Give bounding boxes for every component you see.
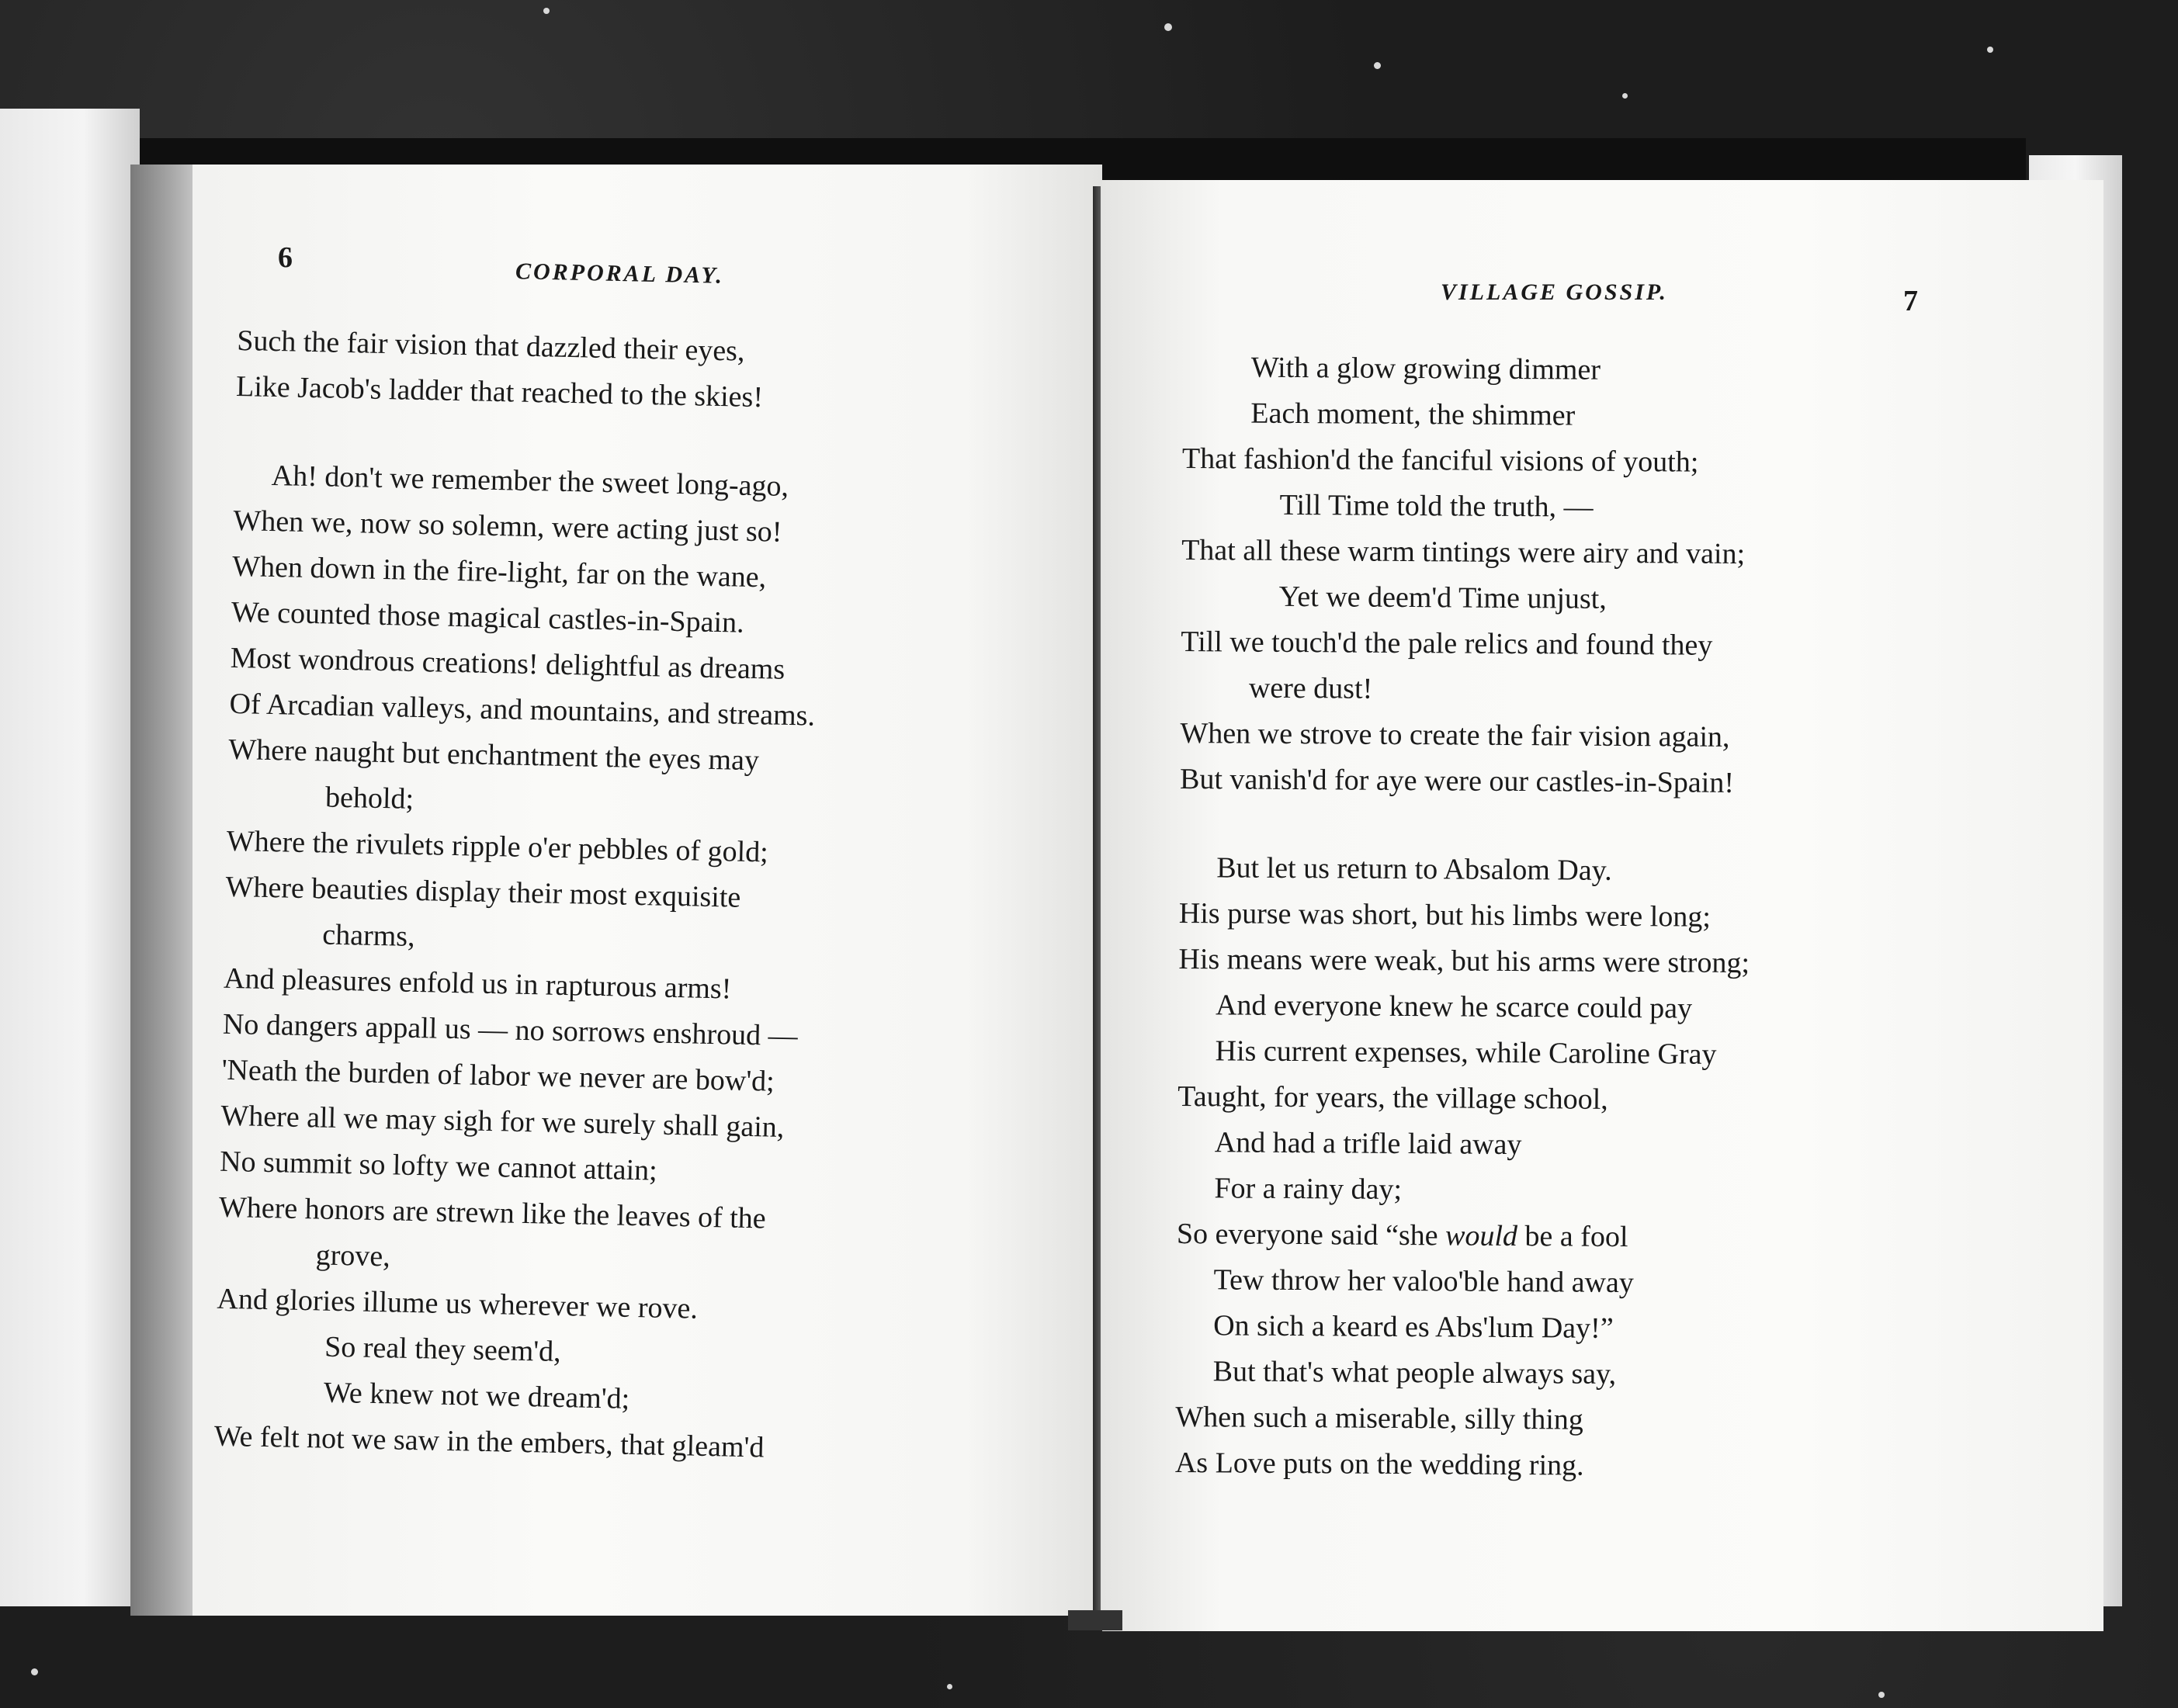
previous-page-edge [0,109,140,1606]
verse-line: His current expenses, while Caroline Gray [1215,1034,1717,1071]
verse-line: On sich a keard es Abs'lum Day!” [1213,1309,1614,1345]
verse-line: Where honors are strewn like the leaves of the [218,1190,767,1235]
verse-line: Ah! don't we remember the sweet long-ago, [271,459,789,503]
right-page-verse [1175,345,1754,1490]
verse-line: His means were weak, but his arms were strong; [1178,942,1750,980]
verse-emphasis: would [1444,1219,1518,1253]
verse-line: We felt not we saw in the embers, that gleam'd [213,1419,765,1464]
verse-line: His purse was short, but his limbs were long; [1178,896,1712,934]
film-speck [543,8,550,14]
running-head-left: CORPORAL DAY. [515,258,725,289]
verse-line: And glories illume us wherever we rove. [217,1282,699,1325]
verse-line: Of Arcadian valleys, and mountains, and streams. [229,687,816,733]
verse-line: When down in the fire-light, far on the wane, [231,549,767,594]
verse-line: When such a miserable, silly thing [1175,1400,1584,1436]
verse-line: Tew throw her valoo'ble hand away [1213,1263,1635,1300]
verse-line: And pleasures enfold us in rapturous arms! [223,961,732,1006]
verse-line: Where beauties display their most exquisite [225,870,741,914]
film-speck [1622,93,1628,99]
verse-line: Most wondrous creations! delightful as dreams [230,641,786,686]
film-speck [1374,62,1381,69]
verse-line: No summit so lofty we cannot attain; [219,1145,658,1187]
running-head-right: VILLAGE GOSSIP. [1441,279,1668,305]
film-speck [1878,1692,1885,1698]
verse-line: As Love puts on the wedding ring. [1174,1446,1584,1482]
verse-line: Like Jacob's ladder that reached to the skies! [235,369,764,414]
verse-line: behold; [324,781,414,816]
verse-line: Yet we deem'd Time unjust, [1278,580,1607,615]
verse-text: be a fool [1524,1220,1628,1254]
verse-text: Where naught but enchantment the eyes may [227,733,760,778]
verse-text: So everyone said “she [1176,1217,1438,1252]
verse-line: When we, now so solemn, were acting just so! [233,504,782,549]
verse-line: And everyone knew he scarce could pay [1215,989,1693,1025]
page-number-right: 7 [1903,285,1918,317]
verse-line: Where the rivulets ripple o'er pebbles of gold; [226,824,769,869]
verse-line: But vanish'd for aye were our castles-in-Spain! [1179,762,1735,799]
stanza-gap [1179,802,1750,849]
page-number-left: 6 [278,241,293,274]
verse-line: When we strove to create the fair vision again, [1180,716,1730,754]
verse-line: Each moment, the shimmer [1250,397,1576,432]
verse-line: That fashion'd the fanciful visions of youth; [1181,442,1699,479]
verse-line: Till Time told the truth, — [1279,488,1594,524]
verse-line: So real they seem'd, [324,1330,562,1369]
verse-line: For a rainy day; [1214,1172,1403,1206]
verse-line: No dangers appall us — no sorrows enshroud — [222,1007,799,1053]
verse-line: Where all we may sigh for we surely shall gain, [220,1099,785,1144]
verse-line: But that's what people always say, [1212,1355,1617,1391]
verse-line: Till we touch'd the pale relics and found they [1181,625,1713,662]
film-speck [31,1668,38,1675]
left-page-verse [213,318,967,1474]
film-speck [947,1684,952,1689]
verse-line: were dust! [1248,671,1373,705]
film-speck [1164,23,1172,31]
gutter-foot-shadow [1068,1610,1122,1630]
verse-line: charms, [321,918,416,953]
verse-line: 'Neath the burden of labor we never are bow'd; [221,1053,775,1098]
film-speck [1987,47,1993,53]
verse-line: With a glow growing dimmer [1250,351,1601,386]
verse-line: We counted those magical castles-in-Spain. [231,595,745,639]
verse-line: We knew not we dream'd; [323,1376,630,1415]
verse-line: That all these warm tintings were airy and vain; [1181,533,1746,571]
book-gutter [1093,186,1101,1630]
verse-line: grove, [315,1239,391,1273]
verse-line: And had a trifle laid away [1214,1126,1522,1162]
verse-line: Taught, for years, the village school, [1177,1079,1608,1116]
verse-line [1177,1211,1748,1261]
verse-line: But let us return to Absalom Day. [1216,851,1612,887]
verse-line: Such the fair vision that dazzled their eyes, [236,324,745,368]
